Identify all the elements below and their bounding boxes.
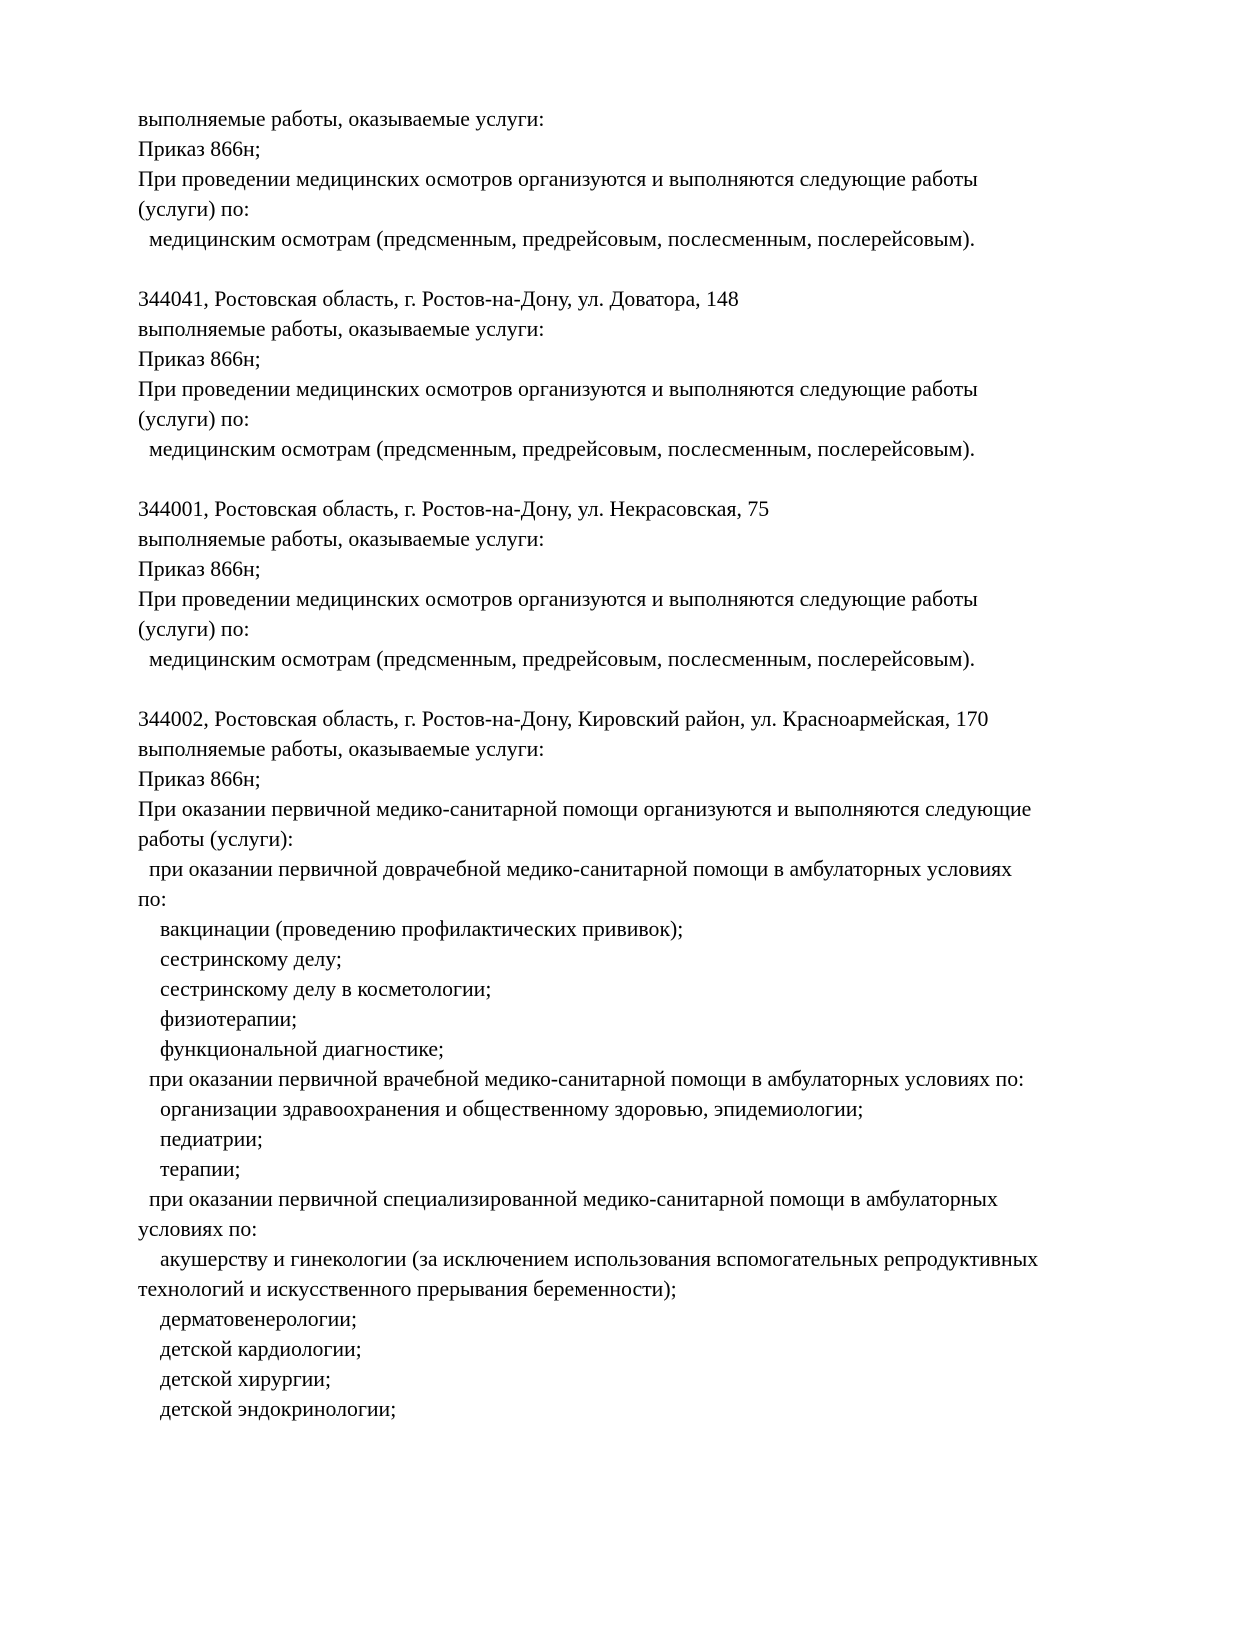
text-line: (услуги) по: xyxy=(138,407,250,431)
address-nekrasovskaya-75 xyxy=(138,494,1178,674)
text-line: Приказ 866н; xyxy=(138,347,261,371)
text-line: Приказ 866н; xyxy=(138,557,261,581)
works-continued xyxy=(138,104,1178,254)
text-line: вакцинации (проведению профилактических прививок); xyxy=(160,917,684,941)
text-line: условиях по: xyxy=(138,1217,258,1241)
text-line: медицинским осмотрам (предсменным, предрейсовым, послесменным, послерейсовым). xyxy=(149,437,976,461)
text-line: при оказании первичной врачебной медико-санитарной помощи в амбулаторных условиях по: xyxy=(149,1067,1025,1091)
text-line: терапии; xyxy=(160,1157,241,1181)
license-works-list xyxy=(138,104,1178,1424)
text-line: работы (услуги): xyxy=(138,827,294,851)
text-line: функциональной диагностике; xyxy=(160,1037,445,1061)
text-line: сестринскому делу; xyxy=(160,947,342,971)
text-line: детской эндокринологии; xyxy=(160,1397,397,1421)
address-krasnoarmeyskaya-170 xyxy=(138,704,1178,1424)
text-line: выполняемые работы, оказываемые услуги: xyxy=(138,317,545,341)
text-line: Приказ 866н; xyxy=(138,137,261,161)
text-line: Приказ 866н; xyxy=(138,767,261,791)
text-line: При оказании первичной медико-санитарной помощи организуются и выполняются следующие xyxy=(138,797,1032,821)
text-line: При проведении медицинских осмотров организуются и выполняются следующие работы xyxy=(138,377,978,401)
text-line: выполняемые работы, оказываемые услуги: xyxy=(138,107,545,131)
text-line: выполняемые работы, оказываемые услуги: xyxy=(138,737,545,761)
text-line: При проведении медицинских осмотров организуются и выполняются следующие работы xyxy=(138,167,978,191)
address-line: 344041, Ростовская область, г. Ростов-на-Дону, ул. Доватора, 148 xyxy=(138,287,739,311)
address-line: 344001, Ростовская область, г. Ростов-на-Дону, ул. Некрасовская, 75 xyxy=(138,497,770,521)
text-line: выполняемые работы, оказываемые услуги: xyxy=(138,527,545,551)
text-line: педиатрии; xyxy=(160,1127,263,1151)
text-line: медицинским осмотрам (предсменным, предрейсовым, послесменным, послерейсовым). xyxy=(149,227,976,251)
text-line: физиотерапии; xyxy=(160,1007,298,1031)
text-line: (услуги) по: xyxy=(138,197,250,221)
address-line: 344002, Ростовская область, г. Ростов-на-Дону, Кировский район, ул. Красноармейская, 170 xyxy=(138,707,989,731)
text-line: технологий и искусственного прерывания беременности); xyxy=(138,1277,677,1301)
text-line: медицинским осмотрам (предсменным, предрейсовым, послесменным, послерейсовым). xyxy=(149,647,976,671)
text-line: по: xyxy=(138,887,167,911)
text-line: при оказании первичной доврачебной медико-санитарной помощи в амбулаторных условиях xyxy=(149,857,1013,881)
text-line: детской хирургии; xyxy=(160,1367,332,1391)
text-line: акушерству и гинекологии (за исключением использования вспомогательных репродуктивных xyxy=(160,1247,1039,1271)
text-line: (услуги) по: xyxy=(138,617,250,641)
address-dovatora-148 xyxy=(138,284,1178,464)
text-line: организации здравоохранения и общественному здоровью, эпидемиологии; xyxy=(160,1097,864,1121)
text-line: сестринскому делу в косметологии; xyxy=(160,977,492,1001)
text-line: дерматовенерологии; xyxy=(160,1307,358,1331)
text-line: детской кардиологии; xyxy=(160,1337,362,1361)
text-line: При проведении медицинских осмотров организуются и выполняются следующие работы xyxy=(138,587,978,611)
text-line: при оказании первичной специализированной медико-санитарной помощи в амбулаторных xyxy=(149,1187,998,1211)
